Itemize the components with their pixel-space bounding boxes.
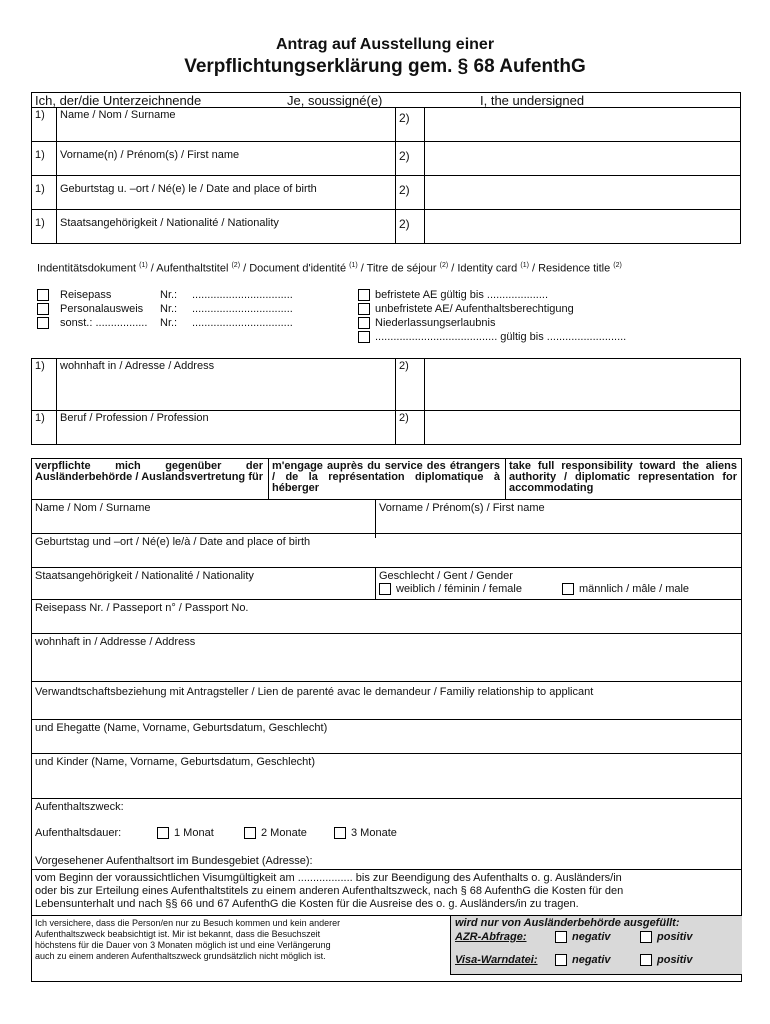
relationship-label[interactable]: Verwandtschaftsbeziehung mit Antragsteller / Lien de parenté avac le demandeur / Familiy relationship to applicant (35, 686, 594, 698)
assurance-text (35, 918, 340, 962)
checkbox[interactable] (555, 931, 567, 943)
row-number-2: 2) (396, 176, 425, 210)
duration-3-months[interactable] (334, 827, 397, 839)
authority-title: wird nur von Ausländerbehörde ausgefüllt: (455, 917, 680, 929)
duration-option-label: 3 Monate (351, 827, 397, 839)
checkbox[interactable] (379, 583, 391, 595)
costs-line-1: vom Beginn der voraussichtlichen Visumgültigkeit am .................. bis zur Beendigung des Aufenthalts o. g. Ausländers/in (35, 872, 622, 884)
applicant-nationality-label[interactable]: Staatsangehörigkeit / Nationalité / Nationality (57, 210, 396, 244)
identity-label-a: Indentitätsdokument (37, 262, 140, 275)
duration-1-month[interactable] (157, 827, 214, 839)
guest-birth-row (32, 533, 741, 568)
profession-row (32, 411, 741, 445)
guest-firstname-label[interactable]: Vorname / Prénom(s) / First name (379, 502, 545, 514)
row-number-2: 2) (396, 359, 425, 411)
assurance-line-2: Aufenthaltszweck beabsichtigt ist. Mir ist bekannt, dass die Besuchszeit (35, 929, 321, 939)
applicant-firstname-label[interactable]: Vorname(n) / Prénom(s) / First name (57, 142, 396, 176)
spouse-label[interactable]: und Ehegatte (Name, Vorname, Geburtsdatum, Geschlecht) (35, 722, 328, 734)
duration-label: Aufenthaltsdauer: (35, 827, 122, 839)
row-number: 1) (32, 176, 57, 210)
option-befristete-ae[interactable] (358, 289, 548, 301)
option-label: Reisepass (60, 289, 112, 301)
footnote-2: (2) (439, 262, 449, 269)
identity-document-label (37, 262, 622, 275)
gender-male-option[interactable] (562, 583, 689, 595)
address-field[interactable] (425, 359, 741, 411)
guest-section (31, 458, 742, 982)
guest-passport-row (32, 599, 741, 634)
positiv-label: positiv (657, 931, 693, 943)
children-label[interactable]: und Kinder (Name, Vorname, Geburtsdatum, Geschlecht) (35, 756, 316, 768)
footnote-2: (2) (231, 262, 241, 269)
azr-label: AZR-Abfrage: (455, 931, 527, 943)
nr-field[interactable]: ................................. (192, 317, 293, 329)
option-sonst[interactable] (37, 317, 293, 329)
checkbox[interactable] (358, 303, 370, 315)
identity-label-c: / Document d'identité (240, 262, 350, 275)
relationship-row (32, 681, 741, 720)
applicant-row-name (32, 108, 741, 142)
row-number: 1) (32, 142, 57, 176)
divider (505, 459, 506, 499)
commitment-en: take full responsibility toward the aliens authority / diplomatic representation for accommodating (509, 460, 737, 494)
assurance-row (32, 915, 741, 982)
azr-row (455, 931, 692, 943)
male-label: männlich / mâle / male (579, 583, 690, 595)
nr-label: Nr.: (160, 303, 178, 315)
applicant-firstname-field[interactable] (425, 142, 741, 176)
checkbox[interactable] (37, 303, 49, 315)
stay-details-row (32, 798, 741, 867)
costs-line-3: Lebensunterhalt und nach §§ 66 und 67 AufenthG die Kosten für die Ausreise des o. g. Ausländers/in zu tragen. (35, 898, 579, 910)
divider (268, 459, 269, 499)
option-reisepass[interactable] (37, 289, 293, 301)
applicant-name-label[interactable]: Name / Nom / Surname (57, 108, 396, 142)
row-number: 1) (32, 359, 57, 411)
commitment-de: verpflichte mich gegenüber der Ausländerbehörde / Auslandsvertretung für (35, 460, 263, 483)
option-personalausweis[interactable] (37, 303, 293, 315)
address-label[interactable]: wohnhaft in / Adresse / Address (57, 359, 396, 411)
nr-label: Nr.: (160, 317, 178, 329)
gender-female-option[interactable] (379, 583, 522, 595)
checkbox[interactable] (640, 954, 652, 966)
authority-box (450, 916, 742, 975)
checkbox[interactable] (640, 931, 652, 943)
divider (375, 568, 376, 600)
nr-field[interactable]: ................................. (192, 289, 293, 301)
row-number-2: 2) (396, 108, 425, 142)
header-fr: Je, soussigné(e) (287, 93, 383, 108)
guest-passport-label[interactable]: Reisepass Nr. / Passeport n° / Passport No. (35, 602, 249, 614)
row-number-2: 2) (396, 142, 425, 176)
spouse-row (32, 719, 741, 754)
option-label: ........................................ gültig bis .......................... (375, 331, 627, 343)
footnote-1: (1) (139, 262, 148, 269)
commitment-fr: m'engage auprès du service des étrangers / de la représentation diplomatique à héberger (272, 460, 500, 494)
guest-nationality-row (32, 567, 741, 600)
guest-birth-label[interactable]: Geburtstag und –ort / Né(e) le/à / Date and place of birth (35, 536, 311, 548)
header-de: Ich, der/die Unterzeichnende (35, 93, 202, 108)
address-row (32, 359, 741, 411)
place-label[interactable]: Vorgesehener Aufenthaltsort im Bundesgebiet (Adresse): (35, 855, 313, 867)
row-number: 1) (32, 108, 57, 142)
applicant-table (31, 107, 741, 244)
option-label: Niederlassungserlaubnis (375, 317, 496, 329)
checkbox[interactable] (334, 827, 346, 839)
checkbox[interactable] (562, 583, 574, 595)
footnote-1: (1) (520, 262, 529, 269)
applicant-row-firstname (32, 142, 741, 176)
guest-nationality-label[interactable]: Staatsangehörigkeit / Nationalité / Nationality (35, 570, 254, 582)
applicant-header (31, 92, 741, 107)
option-unbefristete-ae[interactable] (358, 303, 574, 315)
identity-label-b: / Aufenthaltstitel (147, 262, 232, 275)
duration-option-label: 1 Monat (174, 827, 214, 839)
duration-option-label: 2 Monate (261, 827, 307, 839)
children-row (32, 753, 741, 799)
row-number-2: 2) (396, 210, 425, 244)
guest-name-label[interactable]: Name / Nom / Surname (35, 502, 151, 514)
positiv-label: positiv (657, 954, 693, 966)
checkbox[interactable] (37, 289, 49, 301)
option-label: befristete AE gültig bis .................... (375, 289, 549, 301)
checkbox[interactable] (555, 954, 567, 966)
purpose-label[interactable]: Aufenthaltszweck: (35, 801, 124, 813)
header-en: I, the undersigned (480, 93, 585, 108)
checkbox[interactable] (358, 317, 370, 329)
applicant-name-field[interactable] (425, 108, 741, 142)
option-label: sonst.: ................. (60, 317, 148, 329)
nr-field[interactable]: ................................. (192, 303, 293, 315)
row-number: 1) (32, 210, 57, 244)
option-other-title[interactable] (358, 331, 626, 343)
checkbox[interactable] (37, 317, 49, 329)
assurance-line-1: Ich versichere, dass die Person/en nur zu Besuch kommen und kein anderer (35, 918, 341, 928)
guest-address-row (32, 633, 741, 682)
profession-label[interactable]: Beruf / Profession / Profession (57, 411, 396, 445)
row-number-2: 2) (396, 411, 425, 445)
footnote-1: (1) (349, 262, 358, 269)
option-niederlassung[interactable] (358, 317, 495, 329)
applicant-birth-label[interactable]: Geburtstag u. –ort / Né(e) le / Date and place of birth (57, 176, 396, 210)
applicant-nationality-field[interactable] (425, 210, 741, 244)
option-label: Personalausweis (60, 303, 144, 315)
footnote-2: (2) (613, 262, 622, 269)
nr-label: Nr.: (160, 289, 178, 301)
address-table (31, 358, 741, 445)
assurance-line-3: höchstens für die Dauer von 3 Monaten möglich ist und eine Verlängerung (35, 940, 331, 950)
option-label: unbefristete AE/ Aufenthaltsberechtigung (375, 303, 574, 315)
costs-row (32, 869, 741, 916)
applicant-row-birth (32, 176, 741, 210)
form-title-line2: Verpflichtungserklärung gem. § 68 AufenthG (184, 56, 586, 77)
visa-row (455, 954, 692, 966)
assurance-line-4: auch zu einem anderen Aufenthaltszweck grundsätzlich nicht möglich ist. (35, 951, 326, 961)
checkbox[interactable] (157, 827, 169, 839)
duration-2-months[interactable] (244, 827, 307, 839)
checkbox[interactable] (244, 827, 256, 839)
form-title-line1: Antrag auf Ausstellung einer (275, 36, 495, 53)
checkbox[interactable] (358, 289, 370, 301)
negativ-label: negativ (572, 954, 611, 966)
costs-line-2: oder bis zur Erteilung eines Aufenthaltstitels zu einem anderen Aufenthaltszweck, nach § 68 AufenthG die Kosten für den (35, 885, 624, 897)
row-number: 1) (32, 411, 57, 445)
guest-address-label[interactable]: wohnhaft in / Addresse / Address (35, 636, 196, 648)
checkbox[interactable] (358, 331, 370, 343)
gender-label: Geschlecht / Gent / Gender (379, 570, 513, 582)
identity-label-e: / Identity card (448, 262, 521, 275)
profession-field[interactable] (425, 411, 741, 445)
applicant-row-nationality (32, 210, 741, 244)
identity-label-f: / Residence title (528, 262, 614, 275)
costs-text (35, 872, 623, 911)
visa-label: Visa-Warndatei: (455, 954, 538, 966)
applicant-birth-field[interactable] (425, 176, 741, 210)
negativ-label: negativ (572, 931, 611, 943)
female-label: weiblich / féminin / female (396, 583, 522, 595)
identity-label-d: / Titre de séjour (357, 262, 440, 275)
